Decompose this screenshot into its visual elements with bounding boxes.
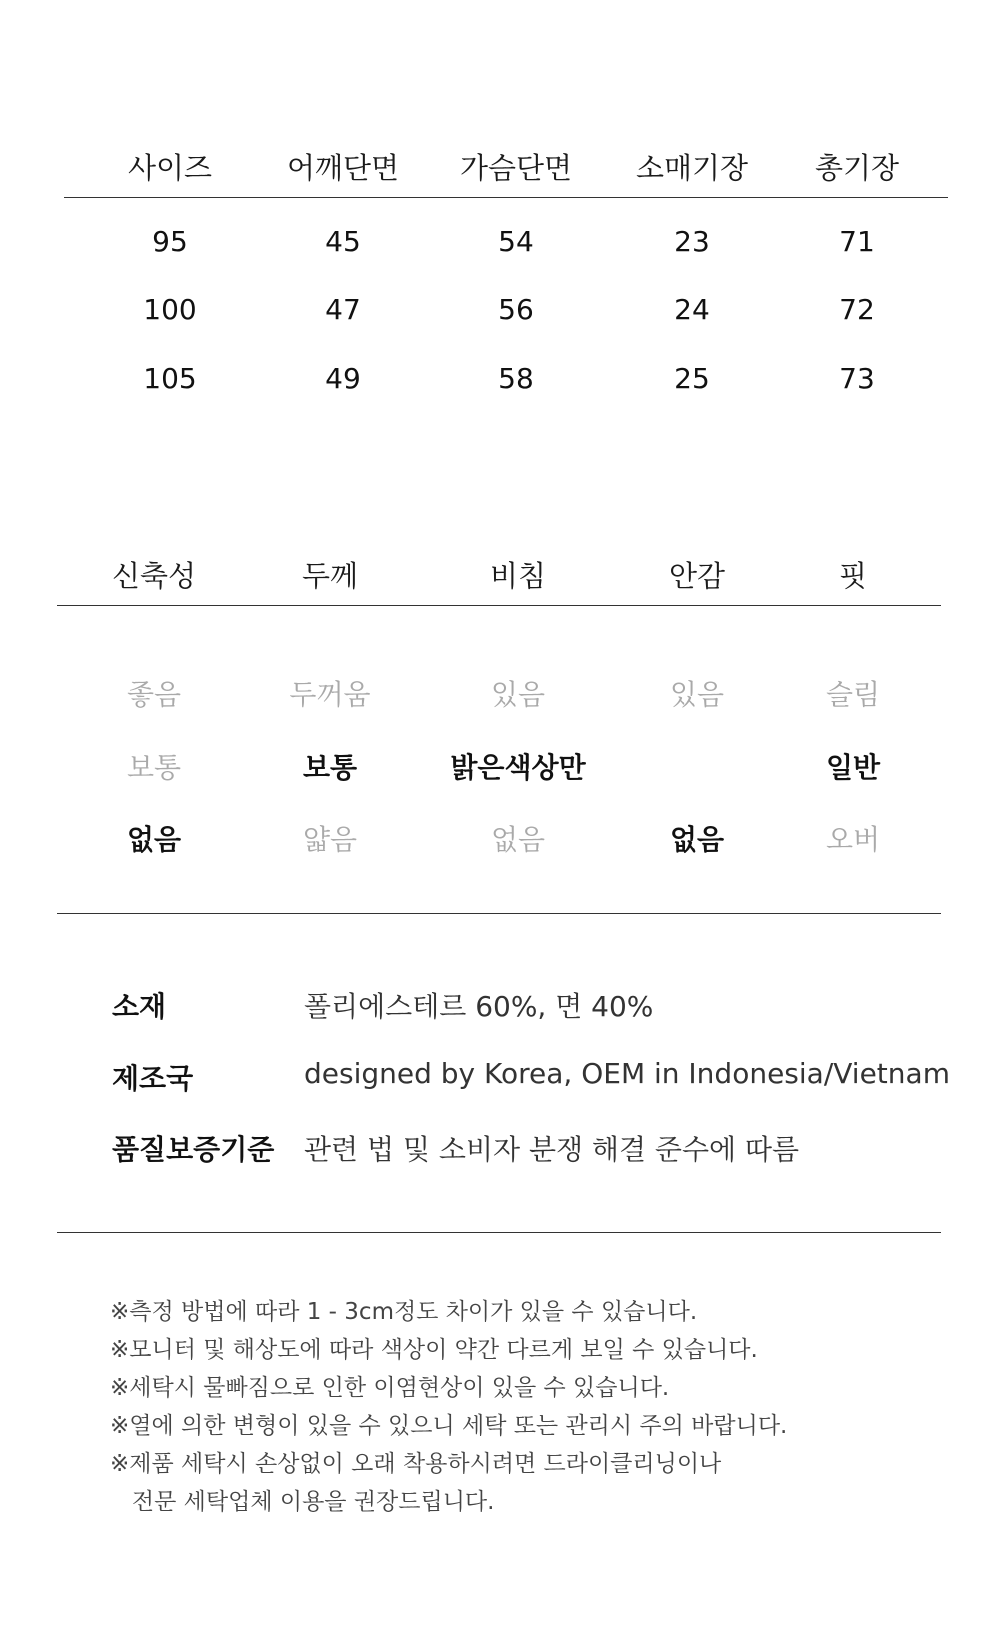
note-line: ※열에 의한 변형이 있을 수 있으니 세탁 또는 관리시 주의 바랍니다. (110, 1413, 788, 1439)
size-cell: 56 (498, 293, 534, 326)
attr-option-sheerness: 밝은색상만 (450, 751, 586, 784)
size-cell: 24 (674, 293, 710, 326)
attr-option-thickness: 보통 (302, 751, 358, 784)
attributes-bottom-divider (57, 913, 941, 914)
size-cell: 49 (325, 362, 361, 395)
size-cell: 72 (839, 293, 875, 326)
attr-option-fit: 일반 (825, 751, 881, 784)
origin-label: 제조국 (112, 1062, 194, 1095)
attr-option-lining: 없음 (669, 823, 725, 856)
size-cell: 58 (498, 362, 534, 395)
attr-header-thickness: 두께 (301, 559, 359, 593)
attr-option-thickness: 얇음 (302, 823, 358, 856)
size-cell: 47 (325, 293, 361, 326)
size-cell: 25 (674, 362, 710, 395)
size-cell: 100 (143, 293, 197, 326)
attr-option-sheerness: 없음 (490, 823, 546, 856)
size-cell: 73 (839, 362, 875, 395)
note-line: ※세탁시 물빠짐으로 인한 이염현상이 있을 수 있습니다. (110, 1375, 670, 1401)
size-header-sleeve: 소매기장 (635, 151, 749, 185)
attr-header-lining: 안감 (668, 559, 726, 593)
attr-option-stretch: 없음 (126, 823, 182, 856)
size-header-length: 총기장 (814, 151, 900, 185)
attr-option-stretch: 보통 (126, 751, 182, 784)
size-table-divider (64, 197, 948, 198)
size-cell: 95 (152, 225, 188, 258)
attr-option-sheerness: 있음 (490, 678, 546, 711)
attr-option-stretch: 좋음 (126, 678, 182, 711)
size-cell: 45 (325, 225, 361, 258)
attr-option-fit: 슬림 (825, 678, 881, 711)
size-cell: 54 (498, 225, 534, 258)
origin-value: designed by Korea, OEM in Indonesia/Vietnam (304, 1057, 950, 1090)
note-line: ※모니터 및 해상도에 따라 색상이 약간 다르게 보일 수 있습니다. (110, 1337, 758, 1363)
info-divider (57, 1232, 941, 1233)
quality-label: 품질보증기준 (112, 1133, 275, 1166)
size-header-shoulder: 어깨단면 (286, 151, 400, 185)
note-line: 전문 세탁업체 이용을 권장드립니다. (110, 1489, 495, 1515)
attr-option-lining: 있음 (669, 678, 725, 711)
size-cell: 105 (143, 362, 197, 395)
size-cell: 23 (674, 225, 710, 258)
attr-option-fit: 오버 (825, 823, 881, 856)
material-value: 폴리에스테르 60%, 면 40% (304, 990, 654, 1023)
size-header-chest: 가슴단면 (459, 151, 573, 185)
quality-value: 관련 법 및 소비자 분쟁 해결 준수에 따름 (304, 1133, 800, 1166)
material-label: 소재 (112, 990, 167, 1023)
attr-header-sheerness: 비침 (489, 559, 547, 593)
attr-header-fit: 핏 (838, 559, 868, 593)
note-line: ※측정 방법에 따라 1 - 3cm정도 차이가 있을 수 있습니다. (110, 1299, 698, 1325)
attr-header-stretch: 신축성 (111, 559, 197, 593)
attr-option-thickness: 두꺼움 (289, 678, 371, 711)
note-line: ※제품 세탁시 손상없이 오래 착용하시려면 드라이클리닝이나 (110, 1451, 722, 1477)
size-cell: 71 (839, 225, 875, 258)
attributes-divider (57, 605, 941, 606)
size-header-size: 사이즈 (127, 151, 213, 185)
